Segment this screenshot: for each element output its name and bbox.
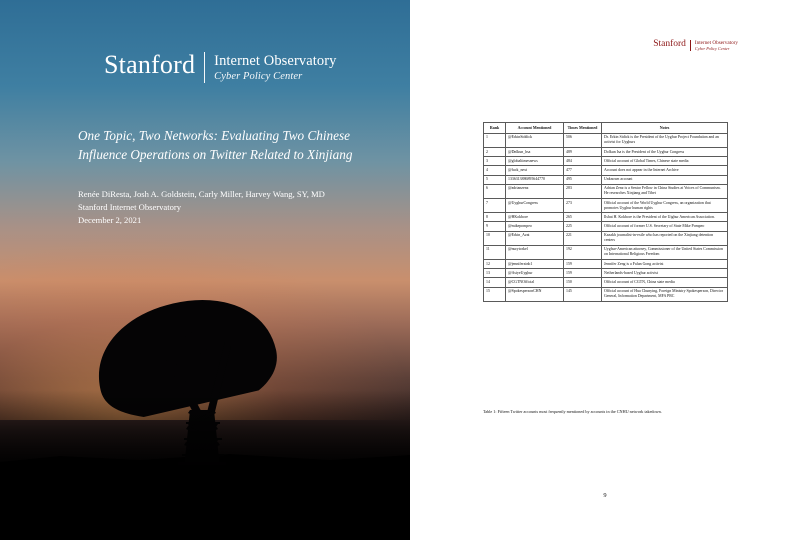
cell-times: 145 [564, 287, 602, 301]
cell-rank: 7 [484, 199, 506, 213]
table-row [484, 259, 728, 268]
cell-account: @ErkinSiddick [506, 133, 564, 147]
cell-notes: Official account of Hua Chunying, Foreign Ministry Spokesperson, Director General, Information Department, MFA PRC [602, 287, 728, 301]
table-row [484, 133, 728, 147]
stanford-logo [104, 52, 337, 83]
cell-rank: 8 [484, 213, 506, 222]
cell-account: @SpokespersonCHN [506, 287, 564, 301]
date-line: December 2, 2021 [78, 215, 142, 226]
table-row [484, 278, 728, 287]
table-row [484, 222, 728, 231]
cell-rank: 5 [484, 175, 506, 184]
cell-notes: Dr. Erkin Sidick is the President of the Uyghur Project Foundation and an activist for Uyghurs [602, 133, 728, 147]
report-content-page [410, 0, 800, 540]
cell-account: @nurytorkel [506, 245, 564, 259]
cell-times: 159 [564, 269, 602, 278]
header-stanford-wordmark: Stanford [653, 39, 686, 49]
cover-bottom-shade [0, 390, 410, 540]
table-header-row [484, 123, 728, 134]
logo-line-internet-observatory: Internet Observatory [214, 53, 337, 69]
cell-times: 477 [564, 166, 602, 175]
cell-rank: 2 [484, 148, 506, 157]
column-header-notes: Notes [602, 123, 728, 134]
cell-times: 506 [564, 133, 602, 147]
header-logo-line-2: Cyber Policy Center [694, 46, 730, 52]
table-row [484, 213, 728, 222]
cell-account: @mikepompeo [506, 222, 564, 231]
cell-times: 192 [564, 245, 602, 259]
cell-rank: 3 [484, 157, 506, 166]
table-row [484, 287, 728, 301]
cell-times: 495 [564, 175, 602, 184]
table-row [484, 157, 728, 166]
cell-rank: 12 [484, 259, 506, 268]
cell-notes: Official account of Global Times, Chinese state media [602, 157, 728, 166]
cell-account: @UyghurCongress [506, 199, 564, 213]
table-row [484, 166, 728, 175]
table-row [484, 148, 728, 157]
cell-notes: Kazakh journalist-in-exile who has reported on the Xinjiang detention centers [602, 231, 728, 245]
organization-line: Stanford Internet Observatory [78, 202, 182, 213]
cell-notes: Jennifer Zeng is a Falun Gong activist [602, 259, 728, 268]
cell-account: 1336313886895644770 [506, 175, 564, 184]
header-logo-line-1: Internet Observatory [694, 40, 738, 46]
cell-times: 489 [564, 148, 602, 157]
cell-notes: Unknown account [602, 175, 728, 184]
column-header-times: Times Mentioned [564, 123, 602, 134]
cell-rank: 4 [484, 166, 506, 175]
cell-notes: Official account of former U.S. Secretary of State Mike Pompeo [602, 222, 728, 231]
page-number: 9 [603, 492, 607, 499]
cell-notes: Official account of CGTN, China state media [602, 278, 728, 287]
cell-times: 484 [564, 157, 602, 166]
cell-rank: 10 [484, 231, 506, 245]
cell-times: 159 [564, 259, 602, 268]
table-row [484, 175, 728, 184]
authors-line: Renée DiResta, Josh A. Goldstein, Carly Miller, Harvey Wang, SY, MD [78, 189, 325, 199]
table-row [484, 184, 728, 198]
cell-notes: Adrian Zenz is a Senior Fellow in China Studies at Voices of Communism. He researches Xinjiang and Tibet [602, 184, 728, 198]
cell-rank: 13 [484, 269, 506, 278]
column-header-rank: Rank [484, 123, 506, 134]
cell-rank: 15 [484, 287, 506, 301]
cell-rank: 1 [484, 133, 506, 147]
cell-times: 221 [564, 231, 602, 245]
cell-rank: 11 [484, 245, 506, 259]
cell-notes: Ilshat H. Kokbore is the President of the Uighur American Association. [602, 213, 728, 222]
table-row [484, 231, 728, 245]
cell-rank: 6 [484, 184, 506, 198]
cell-times: 283 [564, 184, 602, 198]
cell-times: 273 [564, 199, 602, 213]
cell-account: @AsiyeUyghur [506, 269, 564, 278]
cell-account: @globaltimesnews [506, 157, 564, 166]
cell-notes: Dolkun Isa is the President of the Uyghur Congress [602, 148, 728, 157]
cell-rank: 14 [484, 278, 506, 287]
cell-times: 265 [564, 213, 602, 222]
cell-account: @fuck_next [506, 166, 564, 175]
accounts-mentioned-table [483, 122, 728, 302]
table-row [484, 199, 728, 213]
cell-account: @Erkin_Azat [506, 231, 564, 245]
table-caption: Table 1: Fifteen Twitter accounts most frequently mentioned by accounts in the CNHU network takedown. [483, 409, 662, 414]
report-title: One Topic, Two Networks: Evaluating Two Chinese Influence Operations on Twitter Related to Xinjiang [78, 128, 353, 163]
cell-account: @CGTNOfficial [506, 278, 564, 287]
column-header-account: Account Mentioned [506, 123, 564, 134]
report-byline [78, 188, 378, 227]
table-row [484, 245, 728, 259]
cell-account: @jenniferzinb1 [506, 259, 564, 268]
cell-notes: Uyghur-American attorney, Commissioner of the United States Commission on International Religious Freedom [602, 245, 728, 259]
table-row [484, 269, 728, 278]
cell-times: 225 [564, 222, 602, 231]
stanford-header-logo [653, 40, 738, 51]
cell-account: @Dnlkun_hsa [506, 148, 564, 157]
cell-account: @HKokbore [506, 213, 564, 222]
logo-line-cyber-policy-center: Cyber Policy Center [214, 70, 303, 82]
cell-notes: Official account of the World Uyghur Congress, an organization that promotes Uyghur human rights [602, 199, 728, 213]
stanford-wordmark: Stanford [104, 50, 196, 79]
cell-times: 150 [564, 278, 602, 287]
header-logo-divider [690, 40, 691, 51]
cell-notes: Account does not appear in the Internet Archive [602, 166, 728, 175]
logo-divider [204, 52, 205, 83]
cell-notes: Netherlands-based Uyghur activist [602, 269, 728, 278]
cell-rank: 9 [484, 222, 506, 231]
cell-account: @adrianzenz [506, 184, 564, 198]
